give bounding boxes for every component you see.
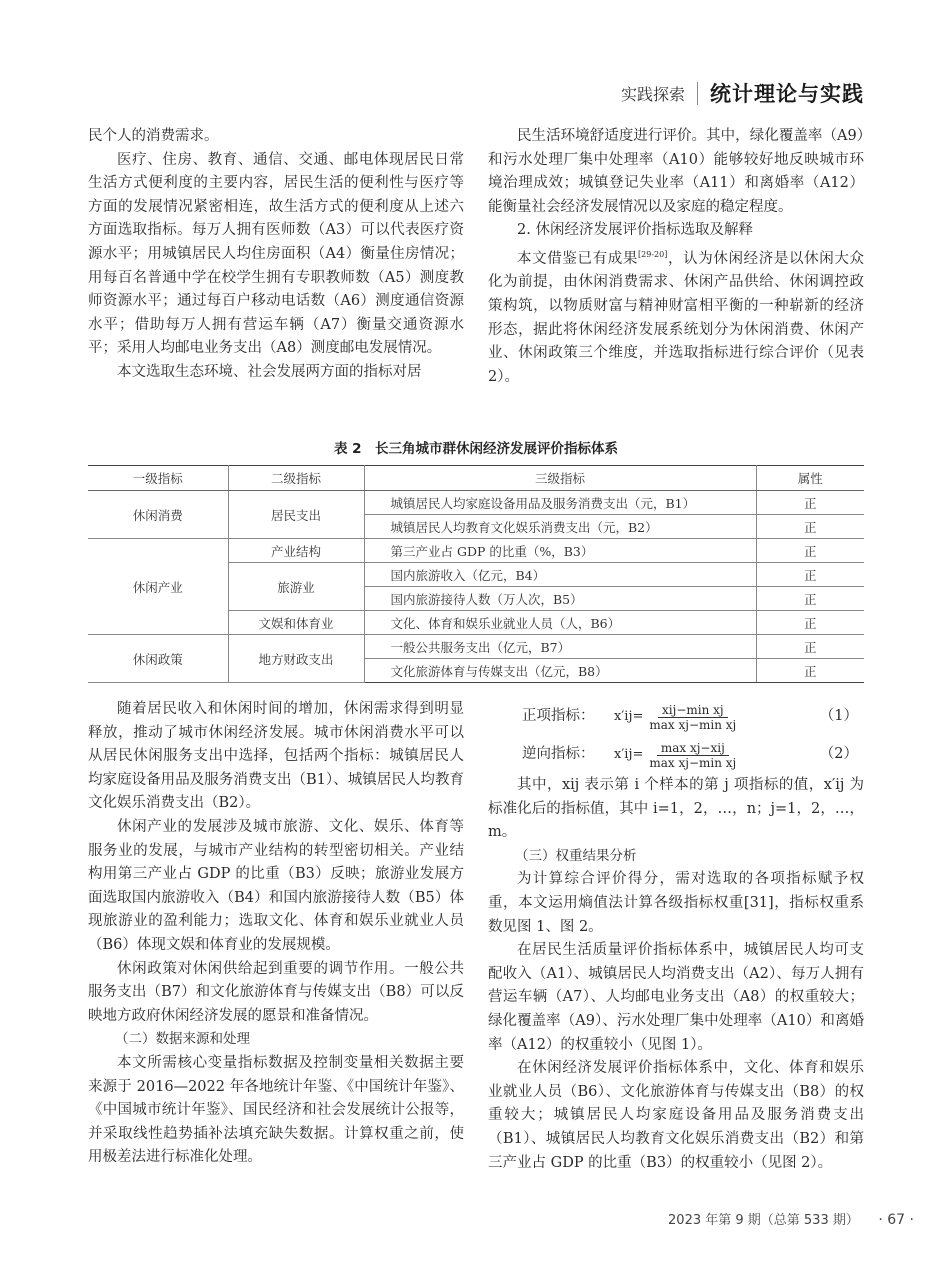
header-level3: 三级指标 bbox=[364, 466, 756, 491]
level2-cell: 产业结构 bbox=[228, 539, 364, 563]
page-number: · 67 · bbox=[878, 1212, 914, 1228]
formula-block bbox=[488, 698, 864, 774]
paragraph: 在居民生活质量评价指标体系中，城镇居民人均可支配收入（A1）、城镇居民人均消费支出（A2）、每万人拥有营运车辆（A7）、人均邮电业务支出（A8）的权重较大；绿化覆盖率（A9）、污水处理厂集中处理率（A10）和离婚率（A12）的权重较小（见图 1）。 bbox=[488, 942, 864, 1053]
citation: [29-20] bbox=[638, 249, 668, 259]
level3-cell: 国内旅游收入（亿元，B4） bbox=[364, 563, 756, 587]
journal-title: 统计理论与实践 bbox=[710, 81, 864, 106]
numerator: max xj−xij bbox=[657, 741, 729, 756]
fraction bbox=[645, 741, 740, 770]
header-level2: 二级指标 bbox=[228, 466, 364, 491]
paragraph-text: ，认为休闲经济是以休闲大众化为前提，由休闲消费需求、休闲产品供给、休闲调控政策构筑，以物质财富与精神财富相平衡的一种崭新的经济形态，据此将休闲经济发展系统划分为休闲消费、休闲产业、休闲政策三个维度，并选取指标进行综合评价（见表 2）。 bbox=[488, 250, 865, 385]
paragraph: 休闲政策对休闲供给起到重要的调节作用。一般公共服务支出（B7）和文化旅游体育与传媒支出（B8）可以反映地方政府休闲经济发展的愿景和准备情况。 bbox=[88, 960, 464, 1024]
level1-cell: 休闲消费 bbox=[88, 491, 228, 539]
level3-cell: 文化旅游体育与传媒支出（亿元，B8） bbox=[364, 659, 756, 683]
paragraph: 其中，xij 表示第 i 个样本的第 j 项指标的值，x′ij 为标准化后的指标值，其中 i=1，2，…，n；j=1，2，…，m。 bbox=[488, 777, 864, 841]
equation-number: （1） bbox=[819, 708, 858, 725]
level3-cell: 文化、体育和娱乐业就业人员（人，B6） bbox=[364, 611, 756, 635]
table-row bbox=[88, 635, 864, 659]
left-column-bottom bbox=[88, 698, 464, 1170]
table-title: 表 2 长三角城市群休闲经济发展评价指标体系 bbox=[333, 441, 619, 457]
level3-cell: 第三产业占 GDP 的比重（%，B3） bbox=[364, 539, 756, 563]
paragraph bbox=[488, 243, 864, 389]
paragraph: 在休闲经济发展评价指标体系中，文化、体育和娱乐业就业人员（B6）、文化旅游体育与传媒支出（B8）的权重较大；城镇居民人均家庭设备用品及服务消费支出（B1）、城镇居民人均教育文化娱乐消费支出（B2）和第三产业占 GDP 的比重（B3）的权重较小（见图 2）。 bbox=[488, 1060, 864, 1171]
paragraph: 休闲产业的发展涉及城市旅游、文化、娱乐、体育等服务业的发展，与城市产业结构的转型密切相关。产业结构用第三产业占 GDP 的比重（B3）反映；旅游业发展方面选取国内旅游收入（B4）和国内旅游接待人数（B5）体现旅游业的盈利能力；选取文化、体育和娱乐业就业人员（B6）体现文娱和体育业的发展规模。 bbox=[88, 818, 464, 953]
page-footer bbox=[668, 1209, 914, 1228]
level2-cell: 旅游业 bbox=[228, 563, 364, 611]
header-level1: 一级指标 bbox=[88, 466, 228, 491]
level2-cell: 居民支出 bbox=[228, 491, 364, 539]
level1-cell: 休闲产业 bbox=[88, 539, 228, 635]
attribute-cell: 正 bbox=[756, 611, 864, 635]
formula bbox=[488, 736, 864, 774]
formula bbox=[488, 698, 864, 736]
subsection-heading: （二）数据来源和处理 bbox=[115, 1031, 250, 1048]
paragraph: 民个人的消费需求。 bbox=[88, 128, 219, 144]
right-column-bottom bbox=[488, 698, 864, 1175]
level2-cell: 地方财政支出 bbox=[228, 635, 364, 683]
level2-cell: 文娱和体育业 bbox=[228, 611, 364, 635]
denominator: max xj−min xj bbox=[649, 755, 737, 770]
subsection-heading: （三）权重结果分析 bbox=[515, 847, 637, 864]
section-label: 实践探索 bbox=[621, 82, 698, 105]
level3-cell: 国内旅游接待人数（万人次，B5） bbox=[364, 587, 756, 611]
formula-lhs: x′ij= bbox=[614, 709, 644, 725]
paragraph-text: 本文借鉴已有成果 bbox=[517, 250, 639, 267]
attribute-cell: 正 bbox=[756, 539, 864, 563]
fraction bbox=[645, 703, 740, 732]
header-attribute: 属性 bbox=[756, 466, 864, 491]
formula-lhs: x′ij= bbox=[614, 747, 644, 763]
indicator-table bbox=[88, 465, 864, 683]
right-column-top bbox=[488, 125, 864, 389]
attribute-cell: 正 bbox=[756, 491, 864, 515]
section-heading: 2. 休闲经济发展评价指标选取及解释 bbox=[517, 222, 753, 239]
attribute-cell: 正 bbox=[756, 635, 864, 659]
formula-label: 逆向指标： bbox=[522, 746, 595, 763]
paragraph: 本文所需核心变量指标数据及控制变量相关数据主要来源于 2016—2022 年各地统计年鉴、《中国统计年鉴》、《中国城市统计年鉴》、国民经济和社会发展统计公报等，并采取线性趋势插补法填充缺失数据。计算权重之前，使用极差法进行标准化处理。 bbox=[88, 1054, 464, 1166]
attribute-cell: 正 bbox=[756, 587, 864, 611]
attribute-cell: 正 bbox=[756, 515, 864, 539]
left-column-top bbox=[88, 125, 464, 385]
equation-number: （2） bbox=[819, 746, 858, 763]
attribute-cell: 正 bbox=[756, 659, 864, 683]
table-row bbox=[88, 539, 864, 563]
table-row bbox=[88, 491, 864, 515]
denominator: max xj−min xj bbox=[649, 717, 737, 732]
level3-cell: 城镇居民人均家庭设备用品及服务消费支出（元，B1） bbox=[364, 491, 756, 515]
level3-cell: 城镇居民人均教育文化娱乐消费支出（元，B2） bbox=[364, 515, 756, 539]
paragraph: 随着居民收入和休闲时间的增加，休闲需求得到明显释放，推动了城市休闲经济发展。城市休闲消费水平可以从居民休闲服务支出中选择，包括两个指标：城镇居民人均家庭设备用品及服务消费支出（B1）、城镇居民人均教育文化娱乐消费支出（B2）。 bbox=[88, 701, 464, 812]
formula-label: 正项指标： bbox=[522, 708, 595, 725]
table-header-row bbox=[88, 466, 864, 491]
paragraph: 医疗、住房、教育、通信、交通、邮电体现居民日常生活方式便利度的主要内容，居民生活的便利性与医疗等方面的发展情况紧密相连，故生活方式的便利度从上述六方面选取指标。每万人拥有医师数（A3）可以代表医疗资源水平；用城镇居民人均住房面积（A4）衡量住房情况；用每百名普通中学在校学生拥有专职教师数（A5）测度教师资源水平；通过每百户移动电话数（A6）测度通信资源水平；借助每万人拥有营运车辆（A7）衡量交通资源水平；采用人均邮电业务支出（A8）测度邮电发展情况。 bbox=[88, 151, 464, 357]
paragraph: 为计算综合评价得分，需对选取的各项指标赋予权重，本文运用熵值法计算各级指标权重[31]，指标权重系数见图 1、图 2。 bbox=[488, 871, 864, 935]
numerator: xij−min xj bbox=[658, 703, 728, 718]
level3-cell: 一般公共服务支出（亿元，B7） bbox=[364, 635, 756, 659]
paragraph: 本文选取生态环境、社会发展两方面的指标对居 bbox=[117, 363, 422, 380]
issue-info: 2023 年第 9 期（总第 533 期） bbox=[668, 1213, 853, 1228]
running-header bbox=[621, 78, 864, 108]
level1-cell: 休闲政策 bbox=[88, 635, 228, 683]
attribute-cell: 正 bbox=[756, 563, 864, 587]
paragraph: 民生活环境舒适度进行评价。其中，绿化覆盖率（A9）和污水处理厂集中处理率（A10）能够较好地反映城市环境治理成效；城镇登记失业率（A11）和离婚率（A12）能衡量社会经济发展情况以及家庭的稳定程度。 bbox=[488, 128, 864, 215]
